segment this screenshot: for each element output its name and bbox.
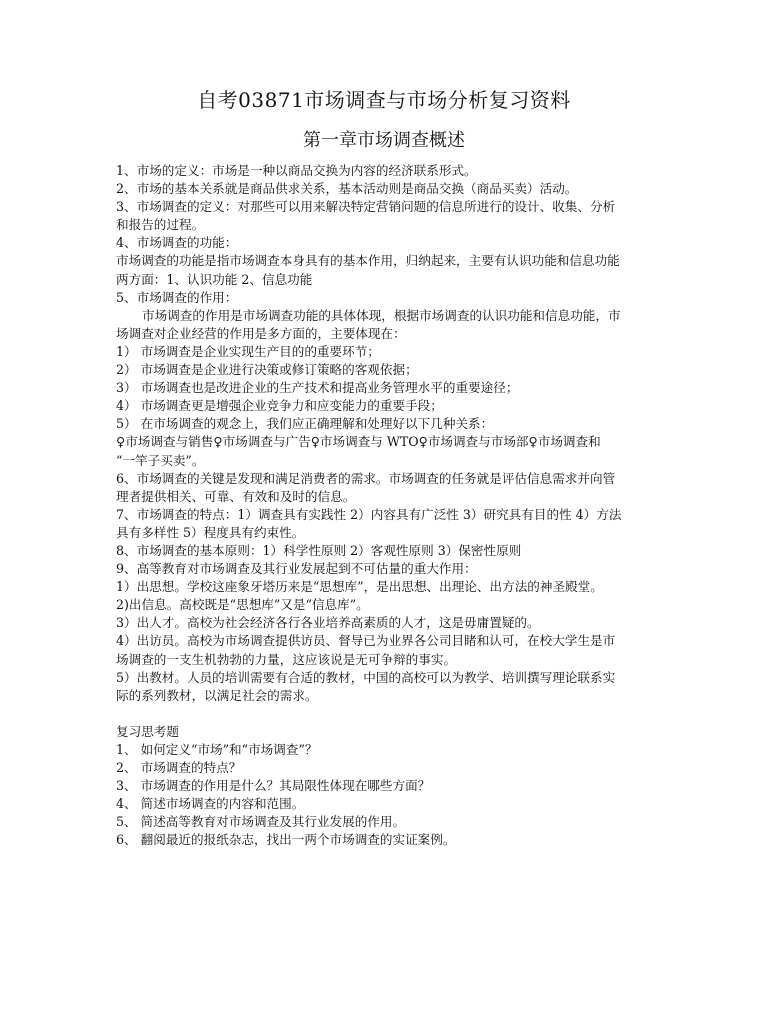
- text-line: 4、市场调查的功能：: [116, 235, 238, 251]
- text-line: 理者提供相关、可靠、有效和及时的信息。: [116, 488, 356, 504]
- text-line: 场调查对企业经营的作用是多方面的，主要体现在：: [116, 325, 406, 341]
- chapter-title: 第一章市场调查概述: [303, 130, 465, 151]
- paragraph-gap: [116, 705, 656, 723]
- text-line: 4、 简述市场调查的内容和范围。: [116, 796, 305, 812]
- document-body: [116, 162, 656, 849]
- text-line: 和报告的过程。: [116, 217, 205, 233]
- text-line: 市场调查的作用是市场调查功能的具体体现，根据市场调查的认识功能和信息功能，市: [142, 307, 621, 323]
- text-line: 2)出信息。高校既是“思想库”又是“信息库”。: [116, 597, 369, 613]
- text-line: 市场调查的功能是指市场调查本身具有的基本作用，归纳起来，主要有认识功能和信息功能: [116, 253, 620, 269]
- text-line: “一竿子买卖”。: [116, 452, 205, 468]
- text-line: 9、高等教育对市场调查及其行业发展起到不可估量的重大作用：: [116, 561, 477, 577]
- text-line: 3、市场调查的定义：对那些可以用来解决特定营销问题的信息所进行的设计、收集、分析: [116, 199, 616, 215]
- text-line: 2） 市场调查是企业进行决策或修订策略的客观依据；: [116, 362, 418, 378]
- text-line: 4）出访员。高校为市场调查提供访员、督导已为业界各公司目睹和认可，在校大学生是市: [116, 633, 616, 649]
- text-line: 3、 市场调查的作用是什么？其局限性体现在哪些方面？: [116, 778, 431, 794]
- text-line: 3）出人才。高校为社会经济各行各业培养高素质的人才，这是毋庸置疑的。: [116, 615, 540, 631]
- text-line: 际的系列教材，以满足社会的需求。: [116, 687, 318, 703]
- text-line: 7、市场调查的特点：1）调查具有实践性 2）内容具有广泛性 3）研究具有目的性 4）方法: [116, 506, 622, 522]
- text-line: 3） 市场调查也是改进企业的生产技术和提高业务管理水平的重要途径；: [116, 380, 519, 396]
- text-line: 1）出思想。学校这座象牙塔历来是“思想库”，是出思想、出理论、出方法的神圣殿堂。: [116, 579, 603, 595]
- text-line: 6、 翻阅最近的报纸杂志，找出一两个市场调查的实证案例。: [116, 832, 456, 848]
- text-line: 具有多样性 5）程度具有约束性。: [116, 524, 305, 540]
- text-line: 5、市场调查的作用：: [116, 289, 238, 305]
- text-line: 5）出教材。人员的培训需要有合适的教材，中国的高校可以为教学、培训撰写理论联系实: [116, 669, 616, 685]
- text-line: 1、市场的定义：市场是一种以商品交换为内容的经济联系形式。: [116, 163, 477, 178]
- text-line: 两方面：1、认识功能 2、信息功能: [116, 271, 313, 287]
- text-line: ♀市场调查与销售♀市场调查与广告♀市场调查与 WTO♀市场调查与市场部♀市场调查和: [116, 434, 601, 450]
- text-line: 2、 市场调查的特点？: [116, 760, 242, 775]
- text-line: 4） 市场调查更是增强企业竞争力和应变能力的重要手段；: [116, 398, 443, 414]
- text-line: 1） 市场调查是企业实现生产目的的重要环节；: [116, 343, 380, 359]
- text-line: 5、 简述高等教育对市场调查及其行业发展的作用。: [116, 814, 406, 830]
- text-line: 8、市场调查的基本原则：1）科学性原则 2）客观性原则 3）保密性原则: [116, 542, 522, 558]
- document-title: 自考03871市场调查与市场分析复习资料: [197, 88, 571, 112]
- text-line: 场调查的一支生机勃勃的力量，这应该说是无可争辩的事实。: [116, 651, 457, 667]
- text-line: 1、 如何定义“市场”和“市场调查”？: [116, 741, 318, 757]
- text-line: 6、市场调查的关键是发现和满足消费者的需求。市场调查的任务就是评估信息需求并向管: [116, 470, 616, 486]
- text-line: 5） 在市场调查的观念上，我们应正确理解和处理好以下几种关系：: [116, 416, 494, 432]
- text-line: 2、市场的基本关系就是商品供求关系，基本活动则是商品交换（商品买卖）活动。: [116, 181, 578, 197]
- text-line: 复习思考题: [116, 723, 179, 739]
